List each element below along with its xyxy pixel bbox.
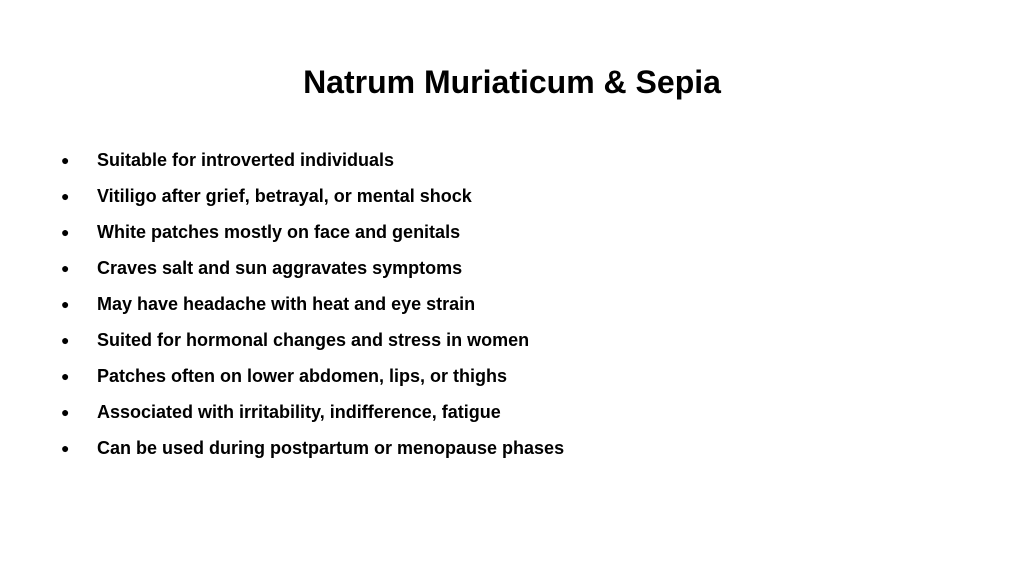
- list-item: [0, 394, 1024, 430]
- bullet-dot-icon: ●: [61, 188, 70, 204]
- bullet-list: [0, 142, 1024, 466]
- list-item: [0, 286, 1024, 322]
- bullet-text: Associated with irritability, indifference, fatigue: [97, 402, 501, 422]
- bullet-text: Vitiligo after grief, betrayal, or mental shock: [97, 186, 472, 206]
- list-item: [0, 142, 1024, 178]
- bullet-dot-icon: ●: [61, 224, 70, 240]
- bullet-dot-icon: ●: [61, 152, 70, 168]
- slide-title: Natrum Muriaticum & Sepia: [303, 64, 721, 100]
- bullet-text: Can be used during postpartum or menopause phases: [97, 438, 565, 458]
- list-item: [0, 322, 1024, 358]
- list-item: [0, 178, 1024, 214]
- bullet-text: White patches mostly on face and genitals: [97, 222, 461, 242]
- bullet-text: Suited for hormonal changes and stress in women: [97, 330, 530, 350]
- bullet-text: Patches often on lower abdomen, lips, or thighs: [97, 366, 508, 386]
- bullet-text: May have headache with heat and eye strain: [97, 294, 476, 314]
- bullet-dot-icon: ●: [61, 404, 70, 420]
- list-item: [0, 214, 1024, 250]
- bullet-dot-icon: ●: [61, 368, 70, 384]
- bullet-dot-icon: ●: [61, 440, 70, 456]
- list-item: [0, 250, 1024, 286]
- bullet-dot-icon: ●: [61, 260, 70, 276]
- list-item: [0, 430, 1024, 466]
- bullet-text: Suitable for introverted individuals: [97, 150, 395, 170]
- bullet-dot-icon: ●: [61, 296, 70, 312]
- bullet-text: Craves salt and sun aggravates symptoms: [97, 258, 463, 278]
- list-item: [0, 358, 1024, 394]
- bullet-dot-icon: ●: [61, 332, 70, 348]
